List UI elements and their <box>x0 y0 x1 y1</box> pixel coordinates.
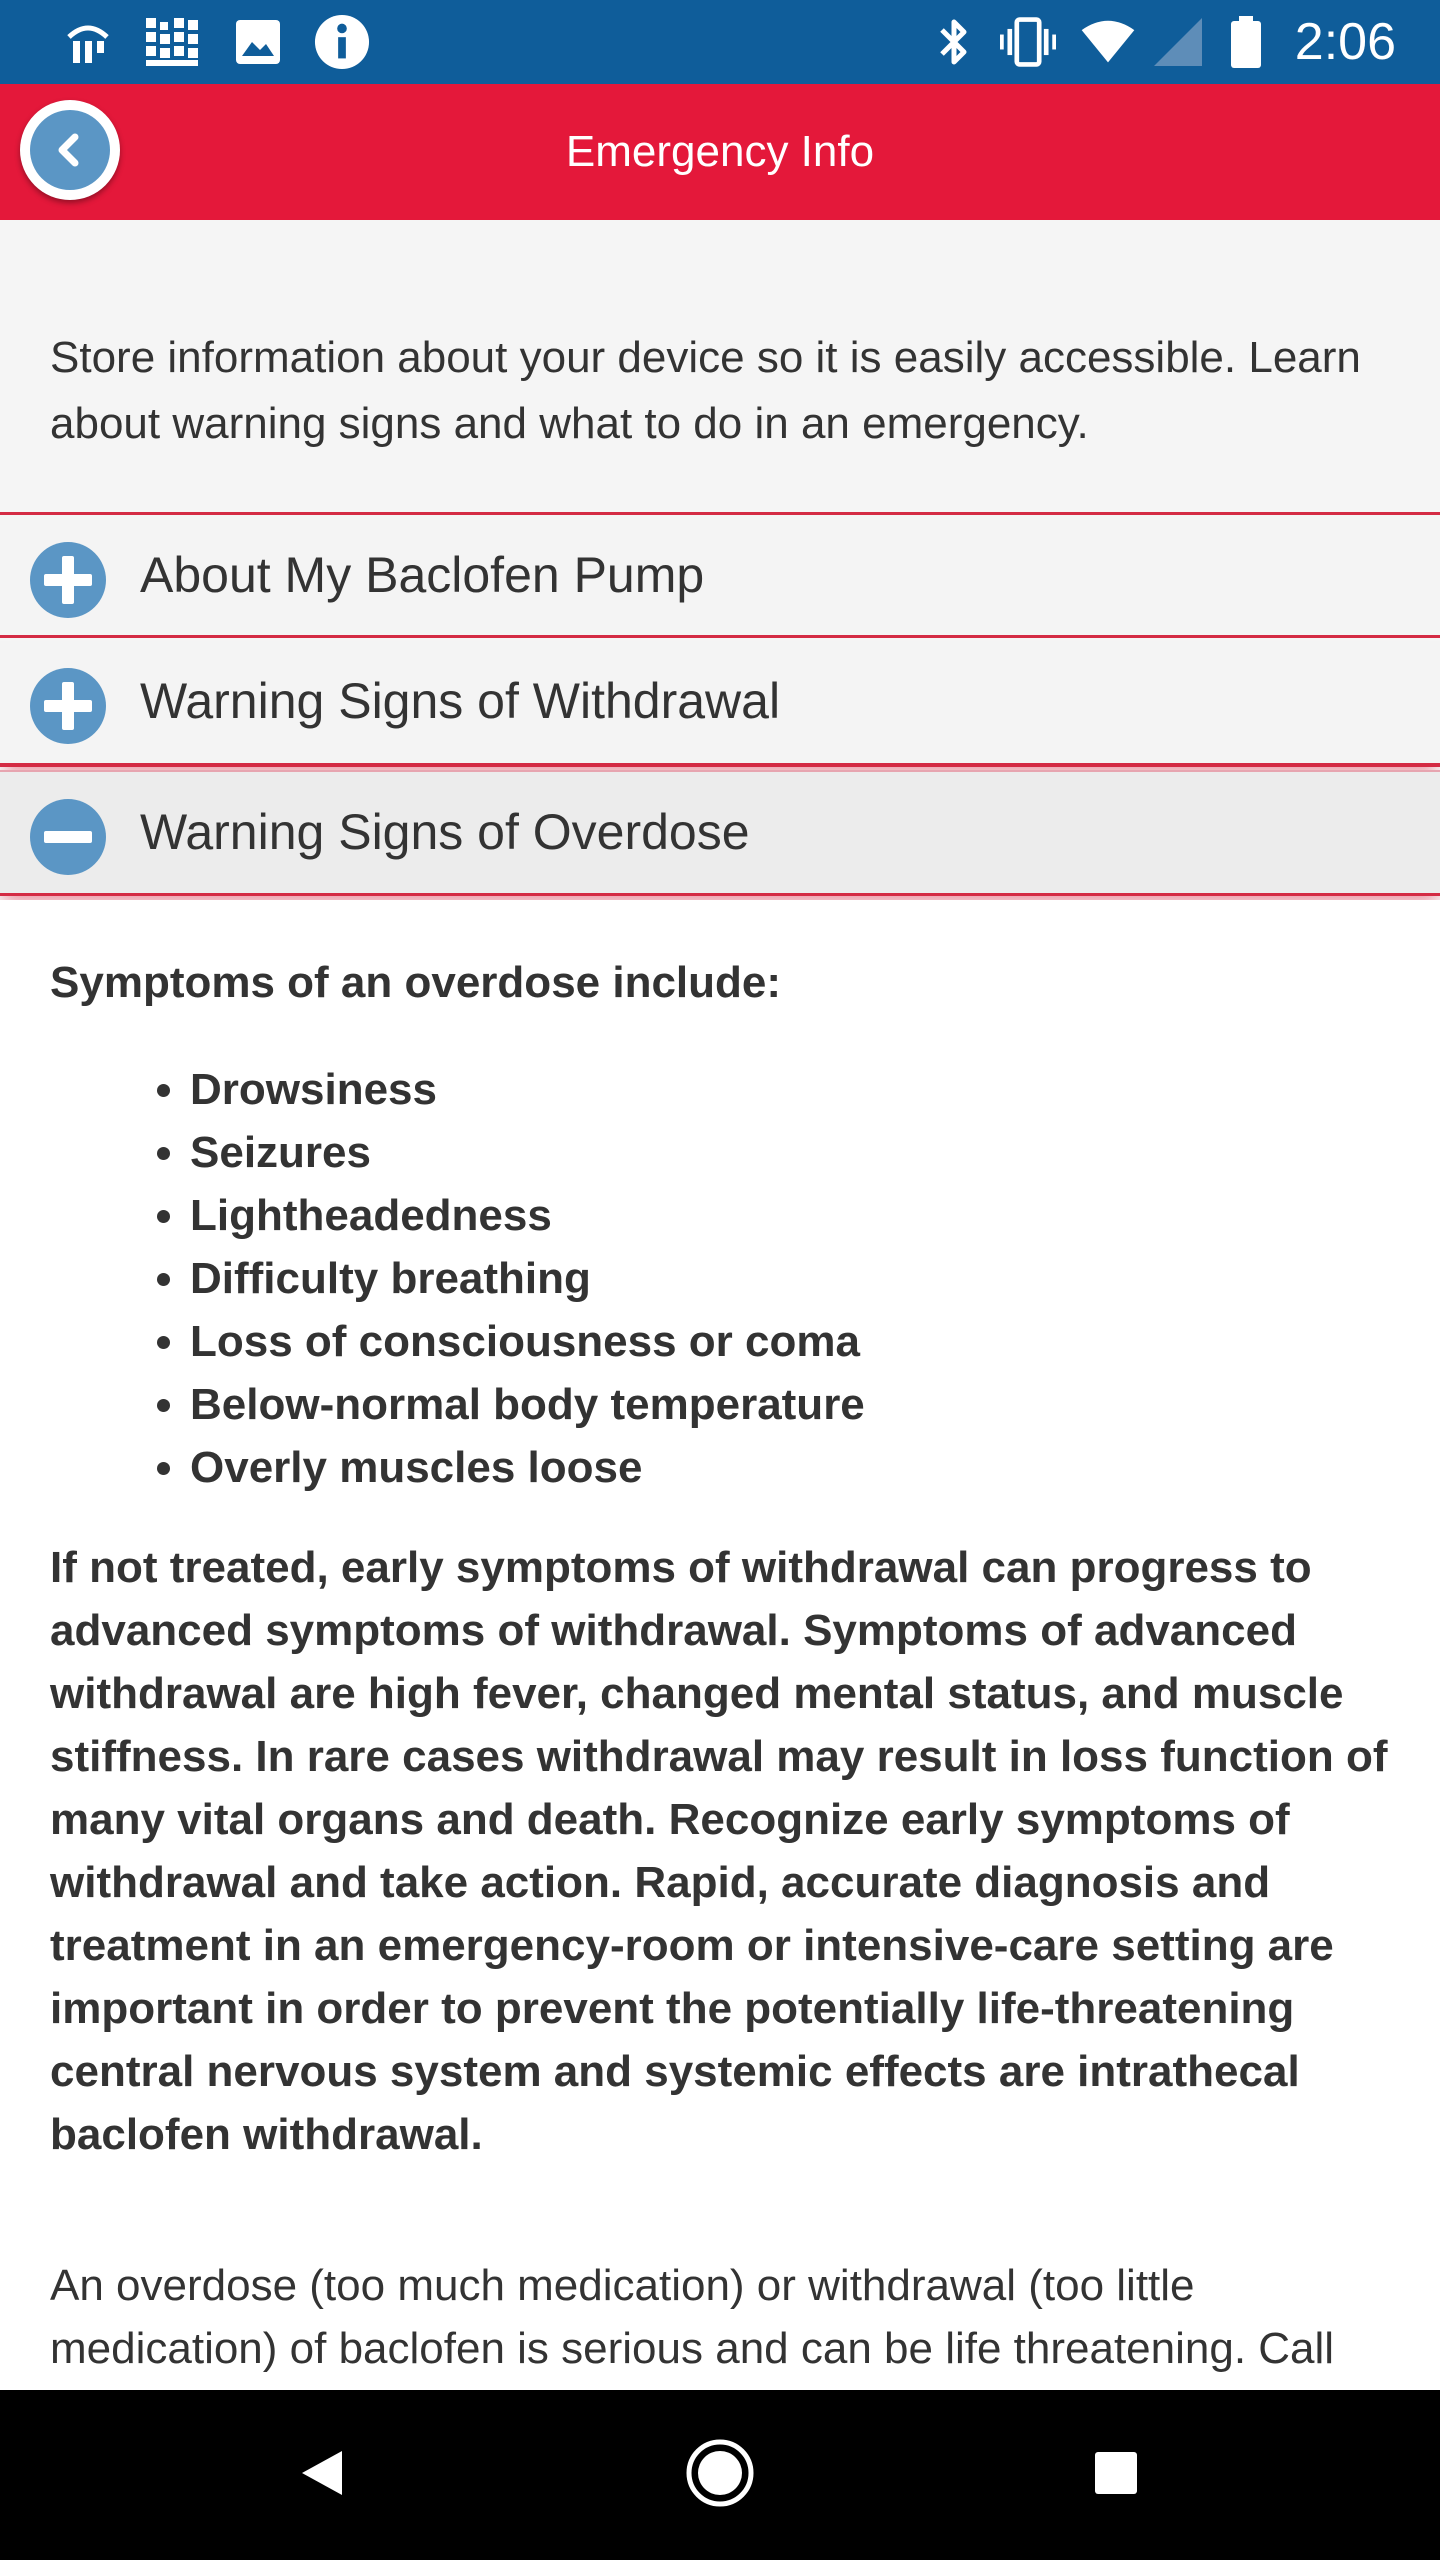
vibrate-icon <box>1000 14 1056 70</box>
list-item: • Difficulty breathing <box>190 1247 865 1310</box>
chevron-left-icon <box>30 110 110 190</box>
recents-square-icon <box>1093 2450 1139 2501</box>
signal-icon <box>1150 14 1206 70</box>
nav-back-button[interactable] <box>282 2435 362 2515</box>
accordion-label: Warning Signs of Overdose <box>140 804 750 860</box>
overdose-info-paragraph: An overdose (too much medication) or withdrawal (too little medication) of baclofen is serious and can be life threatening. Call <box>50 2261 1335 2373</box>
navigation-bar <box>0 2390 1440 2560</box>
symptoms-heading: Symptoms of an overdose include: <box>50 958 782 1007</box>
list-item: • Overly muscles loose <box>190 1436 865 1499</box>
accordion-withdrawal-signs[interactable] <box>0 641 1440 767</box>
accordion-about-pump[interactable] <box>0 512 1440 638</box>
list-item: • Seizures <box>190 1121 865 1184</box>
back-button[interactable] <box>20 100 120 200</box>
list-item: • Loss of consciousness or coma <box>190 1310 865 1373</box>
app-bar <box>0 84 1440 220</box>
accordion-label: About My Baclofen Pump <box>140 547 705 603</box>
home-circle-icon <box>684 2437 756 2514</box>
back-triangle-icon <box>298 2447 346 2504</box>
list-item: • Lightheadedness <box>190 1184 865 1247</box>
symptoms-list <box>140 1058 865 1499</box>
intro-text: Store information about your device so it is easily accessible. Learn about warning signs and what to do in an emergency. <box>50 333 1361 448</box>
list-item: • Below-normal body temperature <box>190 1373 865 1436</box>
accordion-label: Warning Signs of Withdrawal <box>140 673 781 729</box>
content-area[interactable] <box>0 220 1440 2390</box>
battery-icon <box>1218 14 1274 70</box>
accordion-overdose-signs[interactable] <box>0 770 1440 896</box>
app-notification-icon <box>60 14 116 70</box>
nav-home-button[interactable] <box>680 2435 760 2515</box>
grid-app-icon <box>144 14 200 70</box>
list-item: • Drowsiness <box>190 1058 865 1121</box>
bluetooth-icon <box>926 14 982 70</box>
status-bar <box>0 0 1440 84</box>
page-title: Emergency Info <box>565 127 875 176</box>
info-icon <box>314 14 370 70</box>
plus-icon <box>30 542 106 618</box>
withdrawal-warning-paragraph: If not treated, early symptoms of withdrawal can progress to advanced symptoms of withdrawal. Symptoms of advanced withdrawal are high fever, changed mental status, and muscle stiffness. In rare cases withdrawal may result in loss function of many vital organs and death. Recognize early symptoms of withdrawal and take action. Rapid, accurate diagnosis and treatment in an emergency-room or intensive-care setting are important in order to prevent the potentially life-threatening central nervous system and systemic effects are intrathecal baclofen withdrawal. <box>50 1543 1388 2159</box>
clock: 2:06 <box>1294 13 1396 71</box>
plus-icon <box>30 668 106 744</box>
overdose-panel <box>0 900 1440 2390</box>
wifi-icon <box>1080 14 1136 70</box>
nav-recents-button[interactable] <box>1076 2435 1156 2515</box>
image-icon <box>230 14 286 70</box>
minus-icon <box>30 799 106 875</box>
